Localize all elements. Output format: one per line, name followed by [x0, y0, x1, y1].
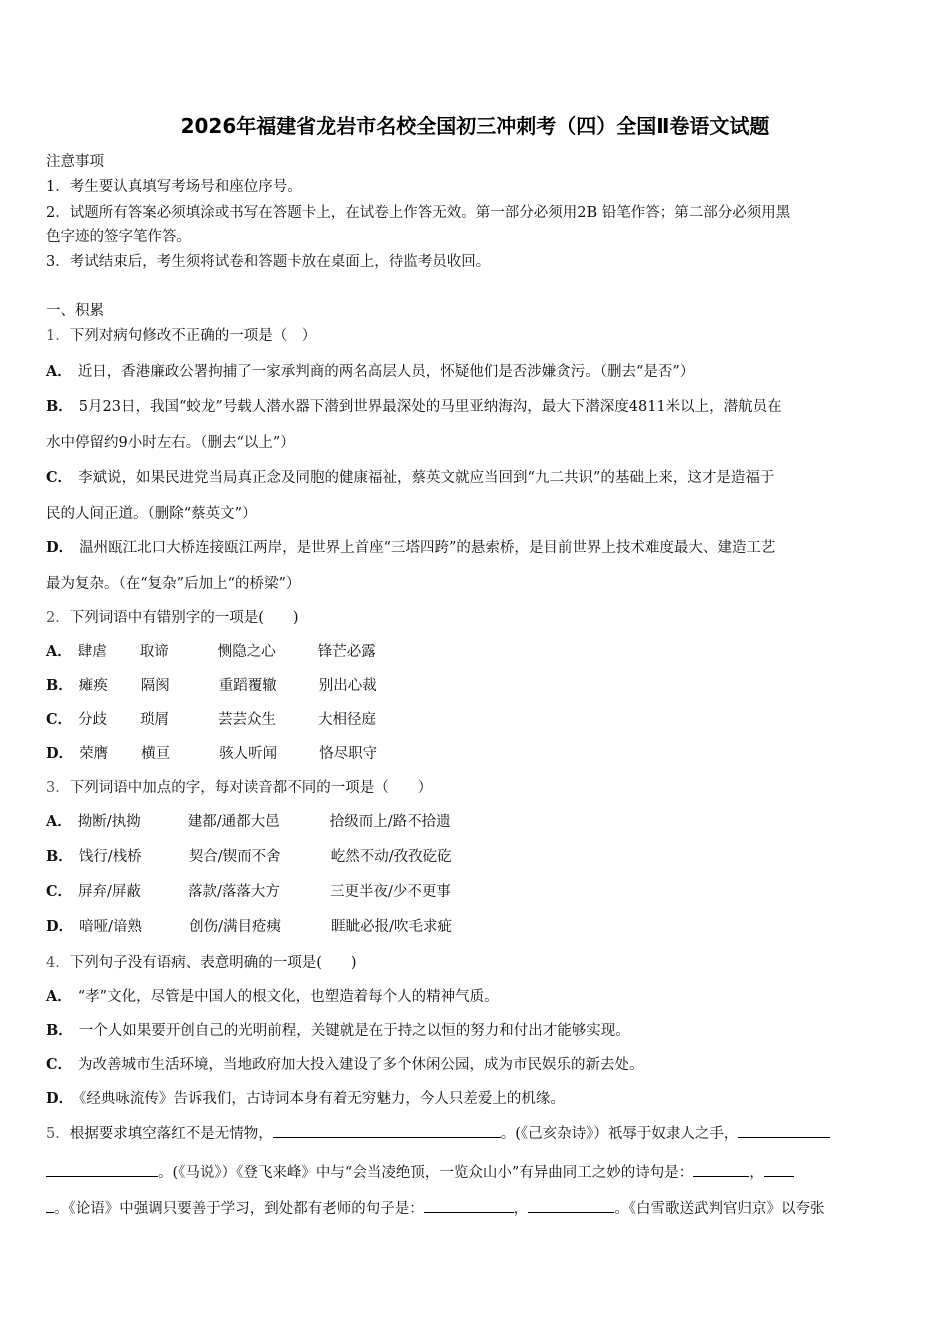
option-word: 锋芒必露: [317, 644, 376, 660]
q4-option-b: [46, 1021, 630, 1041]
option-word: 恻隐之心: [217, 644, 276, 660]
question-text: ，: [749, 1165, 764, 1181]
notice-heading: 注意事项: [46, 154, 104, 170]
option-word: 睚眦必报/吹毛求疵: [331, 919, 452, 935]
option-label: D．: [46, 1090, 74, 1107]
question-3-stem: [46, 778, 432, 798]
q1-option-d-cont: 最为复杂。（在“复杂”后加上“的桥梁”）: [46, 576, 301, 592]
option-label: A．: [46, 988, 72, 1005]
question-text: 根据要求填空落红不是无情物，: [69, 1126, 273, 1142]
question-text: 下列对病句修改不正确的一项是（ ）: [69, 328, 317, 344]
answer-blank[interactable]: [764, 1162, 794, 1177]
q2-option-d: [46, 744, 377, 764]
option-word: 饯行/栈桥: [78, 849, 142, 865]
question-text: 。《论语》中强调只要善于学习，到处都有老师的句子是：: [54, 1201, 424, 1217]
option-word: 瘫痪: [78, 678, 108, 694]
option-text: “孝”文化，尽管是中国人的根文化，也塑造着每个人的精神气质。: [77, 989, 499, 1005]
option-word: 取谛: [139, 644, 169, 660]
option-label: B．: [46, 677, 73, 694]
option-word: 芸芸众生: [218, 712, 277, 728]
option-text: 为改善城市生活环境，当地政府加大投入建设了多个休闲公园，成为市民娱乐的新去处。: [78, 1057, 644, 1073]
option-word: 别出心裁: [318, 678, 377, 694]
page-title: 2026年福建省龙岩市名校全国初三冲刺考（四）全国Ⅱ卷语文试题: [180, 114, 770, 138]
q2-option-b: [46, 676, 377, 696]
q2-option-a: [46, 642, 376, 662]
answer-blank[interactable]: [424, 1198, 514, 1213]
option-word: 肆虐: [77, 644, 107, 660]
option-label: B．: [46, 1022, 73, 1039]
option-word: 建都/通都大邑: [187, 814, 280, 830]
option-label: D．: [46, 745, 74, 762]
question-number: 3．: [46, 780, 70, 796]
q2-option-c: [46, 710, 376, 730]
answer-blank[interactable]: [273, 1123, 501, 1138]
option-text: 5月23日，我国“蛟龙”号载人潜水器下潜到世界最深处的马里亚纳海沟，最大下潜深度4811米以上，潜航员在: [78, 399, 782, 415]
option-text: 温州瓯江北口大桥连接瓯江两岸，是世界上首座“三塔四跨”的悬索桥，是目前世界上技术难度最大、建造工艺: [79, 540, 776, 556]
option-label: C．: [46, 711, 73, 728]
option-word: 隔阂: [140, 678, 170, 694]
option-word: 契合/锲而不舍: [188, 849, 281, 865]
option-word: 恪尽职守: [319, 746, 378, 762]
notice-item: 1．考生要认真填写考场号和座位序号。: [46, 179, 302, 195]
option-word: 横亘: [141, 746, 171, 762]
q1-option-c: [46, 468, 774, 488]
answer-blank[interactable]: [528, 1198, 614, 1213]
option-text: 近日，香港廉政公署拘捕了一家承判商的两名高层人员，怀疑他们是否涉嫌贪污。（删去“是否”）: [77, 364, 695, 380]
answer-blank[interactable]: [46, 1198, 54, 1213]
question-5-line-2: [46, 1162, 794, 1183]
q1-option-d: [46, 538, 775, 558]
question-text: 下列词语中有错别字的一项是( ): [69, 610, 299, 626]
question-text: ，: [513, 1201, 529, 1217]
option-word: 落款/落落大方: [188, 884, 280, 900]
answer-blank[interactable]: [738, 1123, 830, 1138]
question-1-stem: [46, 326, 316, 346]
option-word: 骇人听闻: [219, 746, 278, 762]
question-text: 。(《马说》）《登飞来峰》中与“会当凌绝顶，一览众山小”有异曲同工之妙的诗句是：: [158, 1165, 694, 1181]
option-label: C．: [46, 1056, 73, 1073]
option-word: 重蹈覆辙: [218, 678, 277, 694]
question-5-line-1: [46, 1123, 830, 1144]
option-word: 大相径庭: [318, 712, 377, 728]
option-label: B．: [46, 848, 73, 865]
option-label: A．: [46, 813, 72, 830]
q1-option-c-cont: 民的人间正道。（删除“蔡英文”）: [46, 506, 257, 522]
q4-option-c: [46, 1055, 644, 1075]
question-number: 5．: [46, 1126, 70, 1142]
option-word: 拾级而上/路不拾遗: [329, 814, 451, 830]
question-text: 下列句子没有语病、表意明确的一项是( ): [69, 955, 357, 971]
option-word: 喑哑/谙熟: [79, 919, 142, 935]
question-text: 。《白雪歌送武判官归京》以夸张: [614, 1201, 825, 1217]
notice-item: 3．考试结束后，考生须将试卷和答题卡放在桌面上，待监考员收回。: [46, 254, 491, 270]
option-word: 琐屑: [140, 712, 170, 728]
section-heading: 一、积累: [46, 303, 104, 319]
option-label: C．: [46, 883, 73, 900]
q1-option-b: [46, 397, 782, 417]
option-word: 创伤/满目疮痍: [189, 919, 281, 935]
question-text: 下列词语中加点的字，每对读音都不同的一项是（ ）: [69, 780, 433, 796]
question-number: 1．: [46, 328, 70, 344]
answer-blank[interactable]: [693, 1162, 749, 1177]
question-number: 2．: [46, 610, 70, 626]
option-label: B．: [46, 398, 73, 415]
option-word: 屹然不动/孜孜矻矻: [330, 849, 452, 865]
option-text: 李斌说，如果民进党当局真正念及同胞的健康福祉，蔡英文就应当回到“九二共识”的基础上来，这才是造福于: [78, 470, 775, 486]
option-label: A．: [46, 643, 72, 660]
answer-blank[interactable]: [46, 1162, 158, 1177]
q1-option-a: [46, 362, 694, 382]
option-label: D．: [46, 918, 74, 935]
q4-option-d: [46, 1089, 565, 1109]
option-word: 拗断/执拗: [77, 814, 141, 830]
notice-item: 色字迹的签字笔作答。: [46, 229, 191, 245]
notice-item: 2．试题所有答案必须填涂或书写在答题卡上，在试卷上作答无效。第一部分必须用2B 铅笔作答；第二部分必须用黑: [46, 205, 791, 221]
option-word: 屏弃/屏蔽: [78, 884, 141, 900]
option-text: 《经典咏流传》告诉我们，古诗词本身有着无穷魅力，今人只差爱上的机缘。: [79, 1091, 565, 1107]
option-word: 三更半夜/少不更事: [330, 884, 451, 900]
question-number: 4．: [46, 955, 70, 971]
q1-option-b-cont: 水中停留约9小时左右。（删去“以上”）: [46, 435, 295, 451]
question-4-stem: [46, 953, 357, 973]
q3-option-d: [46, 917, 452, 937]
q4-option-a: [46, 987, 499, 1007]
option-text: 一个人如果要开创自己的光明前程，关键就是在于持之以恒的努力和付出才能够实现。: [78, 1023, 630, 1039]
question-text: 。(《己亥杂诗》）祇辱于奴隶人之手，: [500, 1126, 739, 1142]
option-label: C．: [46, 469, 73, 486]
q3-option-a: [46, 812, 451, 832]
q3-option-b: [46, 847, 452, 867]
q3-option-c: [46, 882, 451, 902]
option-label: A．: [46, 363, 72, 380]
option-label: D．: [46, 539, 74, 556]
question-2-stem: [46, 608, 299, 628]
option-word: 分歧: [78, 712, 108, 728]
question-5-line-3: [46, 1198, 825, 1219]
option-word: 荣膺: [79, 746, 109, 762]
